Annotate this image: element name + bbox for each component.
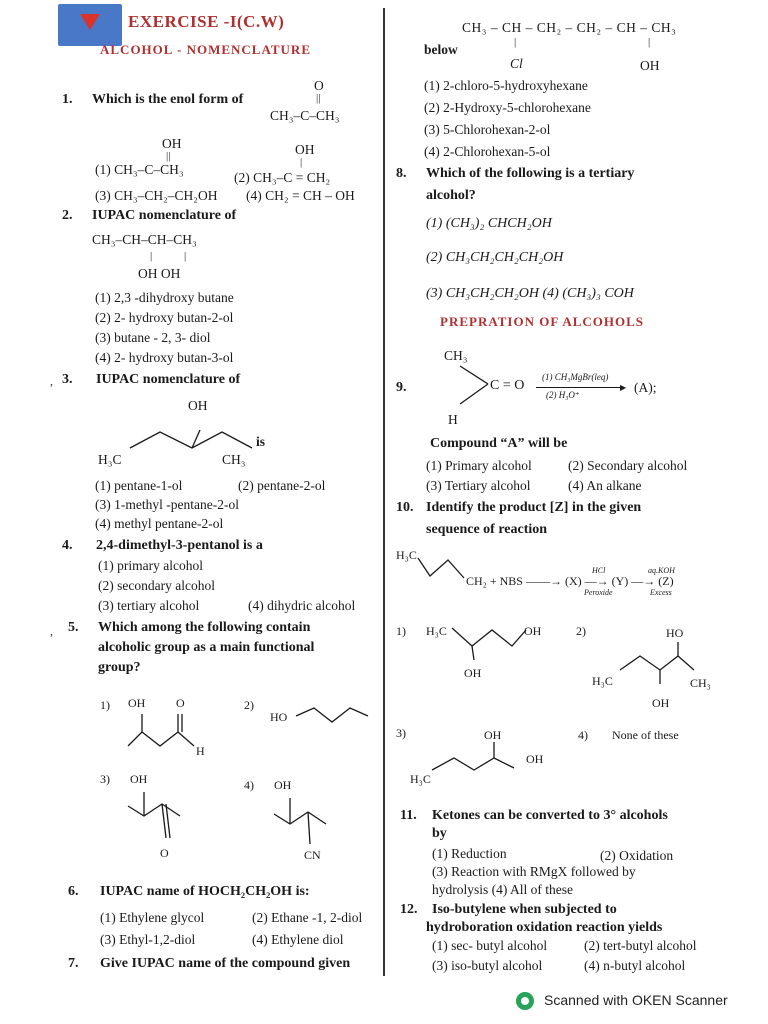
q4-option-3: (3) tertiary alcohol <box>98 598 200 613</box>
q8-option-1: (1) (CH₃)₂ CHCH₂OH <box>426 216 552 231</box>
q11-text-line1: Ketones can be converted to 3° alcohols <box>432 808 668 823</box>
q5-opt1-h: H <box>196 744 205 758</box>
q12-number: 12. <box>400 902 418 917</box>
q12-option-2: (2) tert-butyl alcohol <box>584 938 697 953</box>
q9-option-3: (3) Tertiary alcohol <box>426 478 531 493</box>
q2-option-1: (1) 2,3 -dihydroxy butane <box>95 290 234 305</box>
q10-koh: aq.KOH <box>648 566 675 575</box>
q10-structure-1 <box>450 620 530 666</box>
q10-opt3-oh-end: OH <box>526 752 544 766</box>
q5-option-2-label: 2) <box>244 698 254 712</box>
q1-double-bond: || <box>316 92 321 104</box>
q10-h3c: H₃C <box>396 548 417 562</box>
q10-text-line1: Identify the product [Z] in the given <box>426 500 642 515</box>
q5-opt1-oh: OH <box>128 696 146 710</box>
q8-text-line2: alcohol? <box>426 188 476 203</box>
column-divider <box>383 8 385 976</box>
q10-hcl: HCl <box>592 566 606 575</box>
q5-text-line3: group? <box>98 660 141 675</box>
q9-h: H <box>448 412 458 427</box>
q2-bond-1: | <box>150 250 153 262</box>
q1-opt2-oh: OH <box>295 142 315 157</box>
q2-chain: CH₃–CH–CH–CH₃ <box>92 232 197 247</box>
q12-text-line1: Iso-butylene when subjected to <box>432 902 617 917</box>
margin-mark: , <box>50 624 53 638</box>
q7-number: 7. <box>68 956 79 971</box>
q7-option-2: (2) 2-Hydroxy-5-chlorohexane <box>424 100 591 115</box>
q5-option-4-label: 4) <box>244 778 254 792</box>
q8-text-line1: Which of the following is a tertiary <box>426 166 635 181</box>
section-heading-preparation: PREPRATION OF ALCOHOLS <box>440 314 645 329</box>
q3-option-4: (4) methyl pentane-2-ol <box>95 516 224 531</box>
q4-option-2: (2) secondary alcohol <box>98 578 215 593</box>
q2-number: 2. <box>62 208 73 223</box>
q9-number: 9. <box>396 380 407 395</box>
q8-option-2: (2) CH₃CH₂CH₂CH₂OH <box>426 250 564 265</box>
q9-option-4: (4) An alkane <box>568 478 642 493</box>
q7-bond-oh: | <box>648 36 651 48</box>
q2-option-2: (2) 2- hydroxy butan-2-ol <box>95 310 234 325</box>
q7-text: Give IUPAC name of the compound given <box>100 956 351 971</box>
q5-opt4-cn: CN <box>304 848 321 862</box>
q5-opt3-oh: OH <box>130 772 148 786</box>
q10-opt2-ho: HO <box>666 626 684 640</box>
arrow-down-icon <box>80 14 100 30</box>
q11-option-2: (2) Oxidation <box>600 848 674 863</box>
q7-oh: OH <box>640 58 660 73</box>
q5-opt3-o: O <box>160 846 169 860</box>
q4-option-1: (1) primary alcohol <box>98 558 203 573</box>
q5-opt2-ho: HO <box>270 710 288 724</box>
q5-opt4-oh: OH <box>274 778 292 792</box>
q10-structure-3 <box>430 740 540 780</box>
q9-ch3: CH₃ <box>444 348 468 363</box>
header-badge <box>58 4 122 46</box>
q7-option-3: (3) 5-Chlorohexan-2-ol <box>424 122 551 137</box>
q9-carbonyl: C = O <box>490 378 525 393</box>
q1-formula: CH₃–C–CH₃ <box>270 108 340 123</box>
q3-option-2: (2) pentane-2-ol <box>238 478 326 493</box>
q10-reaction: CH₂ + NBS ——→ (X) —→ (Y) —→ (Z) <box>466 574 674 588</box>
q10-option-4-label: 4) <box>578 728 588 742</box>
scanner-watermark-text: Scanned with OKEN Scanner <box>544 992 728 1008</box>
q2-option-3: (3) butane - 2, 3- diol <box>95 330 211 345</box>
q1-option-3: (3) CH₃–CH₂–CH₂OH <box>95 188 218 203</box>
q6-number: 6. <box>68 884 79 899</box>
q9-option-1: (1) Primary alcohol <box>426 458 532 473</box>
q9-reaction-arrow <box>536 387 624 388</box>
q10-opt3-h3c: H₃C <box>410 772 431 786</box>
q10-number: 10. <box>396 500 414 515</box>
q6-option-2: (2) Ethane -1, 2-diol <box>252 910 363 925</box>
q2-bond-2: | <box>184 250 187 262</box>
q5-structure-4 <box>270 792 350 852</box>
q7-below: below <box>424 42 458 57</box>
q1-opt1-bond: || <box>166 150 171 162</box>
q12-option-3: (3) iso-butyl alcohol <box>432 958 543 973</box>
q9-arrow-head-icon: ▶ <box>620 383 627 392</box>
q9-reagent-1: (1) CH₃MgBr(leq) <box>542 372 609 382</box>
q2-substituents: OH OH <box>138 266 181 281</box>
q12-text-line2: hydroboration oxidation reaction yields <box>426 920 663 935</box>
q1-option-1: (1) CH₃–C–CH₃ <box>95 162 184 177</box>
q5-structure-2 <box>294 700 374 730</box>
q10-opt2-ch3: CH₃ <box>690 676 711 690</box>
q1-option-2: (2) CH₃–C = CH₂ <box>234 170 331 185</box>
q5-number: 5. <box>68 620 79 635</box>
q10-opt2-oh: OH <box>652 696 670 710</box>
q5-text-line1: Which among the following contain <box>98 620 311 635</box>
q5-text-line2: alcoholic group as a main functional <box>98 640 315 655</box>
section-heading: ALCOHOL - NOMENCLATURE <box>100 42 311 57</box>
q1-text: Which is the enol form of <box>92 92 244 107</box>
q5-structure-3 <box>124 786 204 846</box>
q3-number: 3. <box>62 372 73 387</box>
q9-text: Compound “A” will be <box>430 436 568 451</box>
q10-option-2-label: 2) <box>576 624 586 638</box>
q7-option-4: (4) 2-Chlorohexan-5-ol <box>424 144 551 159</box>
q10-opt1-oh: OH <box>464 666 482 680</box>
q10-excess: Excess <box>650 588 672 597</box>
q5-option-3-label: 3) <box>100 772 110 786</box>
q8-number: 8. <box>396 166 407 181</box>
q10-opt1-oh-end: OH <box>524 624 542 638</box>
q7-cl: Cl <box>510 56 523 71</box>
q6-option-4: (4) Ethylene diol <box>252 932 344 947</box>
q11-option-3: (3) Reaction with RMgX followed by <box>432 864 636 879</box>
q10-opt1-h3c: H₃C <box>426 624 447 638</box>
q3-is: is <box>256 434 266 449</box>
q8-option-3-4: (3) CH₃CH₂CH₂OH (4) (CH₃)₃ COH <box>426 286 634 301</box>
q10-peroxide: Peroxide <box>584 588 613 597</box>
q3-left-group: H₃C <box>98 452 122 467</box>
q9-product: (A); <box>634 380 657 395</box>
q12-option-4: (4) n-butyl alcohol <box>584 958 686 973</box>
q1-opt1-oh: OH <box>162 136 182 151</box>
q2-text: IUPAC nomenclature of <box>92 208 237 223</box>
q1-number: 1. <box>62 92 73 107</box>
q7-chain: CH₃ – CH – CH₂ – CH₂ – CH – CH₃ <box>462 20 677 35</box>
q9-reagent-2: (2) H₃O⁺ <box>546 390 580 400</box>
q11-number: 11. <box>400 808 417 823</box>
q2-option-4: (4) 2- hydroxy butan-3-ol <box>95 350 234 365</box>
q11-option-3-continued: hydrolysis (4) All of these <box>432 882 573 897</box>
q10-opt2-h3c: H₃C <box>592 674 613 688</box>
q10-opt3-oh-top: OH <box>484 728 502 742</box>
q7-option-1: (1) 2-chloro-5-hydroxyhexane <box>424 78 588 93</box>
q10-alkene-structure <box>416 552 466 586</box>
q1-option-4: (4) CH₂ = CH – OH <box>246 188 355 203</box>
q6-option-3: (3) Ethyl-1,2-diol <box>100 932 196 947</box>
q6-option-1: (1) Ethylene glycol <box>100 910 205 925</box>
q7-bond-cl: | <box>514 36 517 48</box>
q11-option-1: (1) Reduction <box>432 846 507 861</box>
q1-o-atom: O <box>314 78 324 93</box>
q11-text-line2: by <box>432 826 447 841</box>
q4-number: 4. <box>62 538 73 553</box>
margin-mark: , <box>50 374 53 388</box>
exercise-title: EXERCISE -I(C.W) <box>128 12 285 31</box>
q9-option-2: (2) Secondary alcohol <box>568 458 688 473</box>
q3-right-group: CH₃ <box>222 452 246 467</box>
q3-option-1: (1) pentane-1-ol <box>95 478 183 493</box>
q5-opt1-o: O <box>176 696 185 710</box>
q12-option-1: (1) sec- butyl alcohol <box>432 938 548 953</box>
q10-option-1-label: 1) <box>396 624 406 638</box>
q3-text: IUPAC nomenclature of <box>96 372 241 387</box>
q3-option-3: (3) 1-methyl -pentane-2-ol <box>95 497 239 512</box>
q5-option-1-label: 1) <box>100 698 110 712</box>
q10-option-4: None of these <box>612 728 679 742</box>
q1-opt2-bond: | <box>300 156 303 168</box>
q4-option-4: (4) dihydric alcohol <box>248 598 356 613</box>
q10-option-3-label: 3) <box>396 726 406 740</box>
scanner-logo-icon <box>516 992 534 1010</box>
q4-text: 2,4-dimethyl-3-pentanol is a <box>96 538 263 553</box>
q6-text: IUPAC name of HOCH₂CH₂OH is: <box>100 884 310 899</box>
q3-oh: OH <box>188 398 208 413</box>
q10-text-line2: sequence of reaction <box>426 522 548 537</box>
